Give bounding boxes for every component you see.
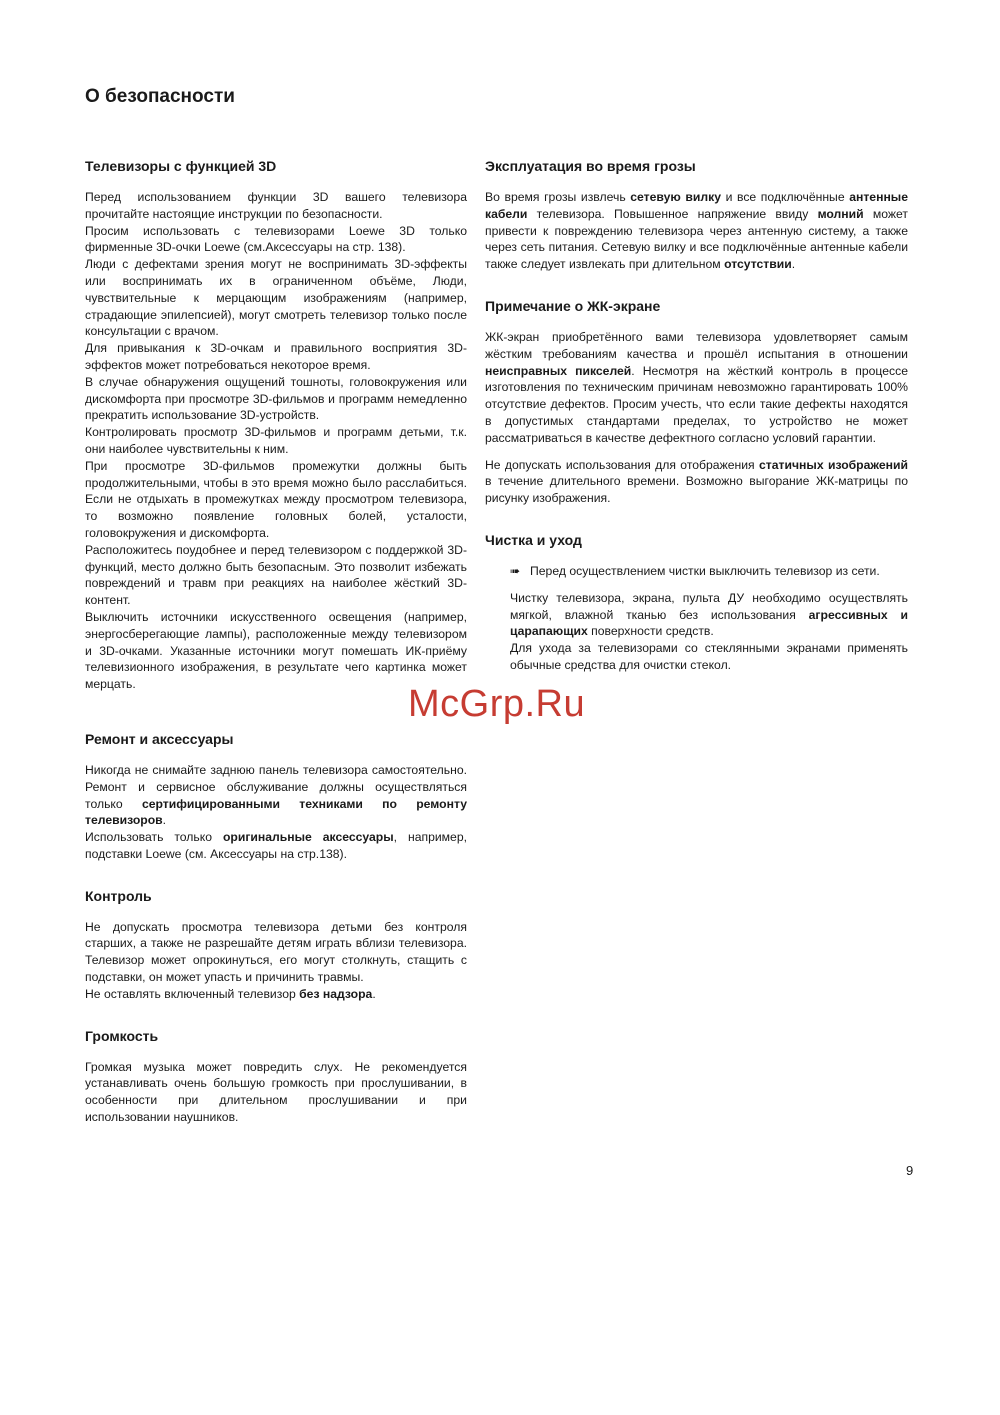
paragraph: Во время грозы извлечь сетевую вилку и все подключённые антенные кабели телевизора. Повышенное напряжение ввиду молний может привести к повреждению телевизора через антенную систему, а также через сеть питания. Сетевую вилку и все подключённые антенные кабели также следует извлекать при длительном отсутствии. (485, 190, 908, 272)
paragraph: Никогда не снимайте заднюю панель телевизора самостоятельно. Ремонт и сервисное обслуживание должны осуществляться только сертифицированными техниками по ремонту телевизоров. (85, 762, 467, 828)
paragraph: Для привыкания к 3D-очкам и правильного восприятия 3D-эффектов может потребоваться некоторое время. (85, 341, 467, 372)
paragraph: Расположитесь поудобнее и перед телевизором с поддержкой 3D-функций, место должно быть безопасным. Это позволит избежать повреждений и травм при реакциях на наиболее жёсткий 3D-контент. (85, 542, 467, 608)
right-column (485, 157, 908, 674)
paragraph: Не допускать использования для отображения статичных изображений в течение длительного времени. Возможно выгорание ЖК-матрицы по рисунку изображения. (485, 457, 908, 506)
section-title-control: Контроль (85, 887, 152, 904)
paragraph: Использовать только оригинальные аксессуары, например, подставки Loewe (см. Аксессуары на стр.138). (85, 830, 467, 861)
section-title-lcd: Примечание о ЖК-экране (485, 297, 661, 314)
paragraph: Перед использованием функции 3D вашего телевизора прочитайте настоящие инструкции по безопасности. (85, 190, 467, 221)
paragraph: Контролировать просмотр 3D-фильмов и программ детьми, т.к. они наиболее чувствительны к ним. (85, 425, 467, 456)
section-title-volume: Громкость (85, 1027, 159, 1044)
paragraph: Люди с дефектами зрения могут не воспринимать 3D-эффекты или воспринимать их в ограниченном объёме, Люди, чувствительные к мерцающим изображениям (например, страдающие эпилепсией), могут смотреть телевизор только после консультации с врачом. (85, 257, 467, 339)
left-column (85, 157, 467, 1126)
paragraph: Не допускать просмотра телевизора детьми без контроля старших, а также не разрешайте детям играть вблизи телевизора. Телевизор может опрокинуться, его могут столкнуть, стащить с подставки, он может упасть и причинить травмы. (85, 919, 467, 985)
section-title-3d: Телевизоры с функцией 3D (85, 158, 277, 174)
bold-text: неисправных пикселей (485, 363, 632, 378)
bold-text: молний (817, 206, 864, 221)
paragraph: ЖК-экран приобретённого вами телевизора удовлетворяет самым жёстким требованиям качества и прошёл испытания в отношении неисправных пикселей. Несмотря на жёсткий контроль в процессе изготовления по техническим причинам невозможно гарантировать 100% отсутствие дефектов. Просим учесть, что если такие дефекты находятся в допустимых стандартами пределах, то устройство не может рассматриваться в качестве дефектного согласно условий гарантии. (485, 329, 908, 445)
paragraph: В случае обнаружения ощущений тошноты, головокружения или дискомфорта при просмотре 3D-фильмов и программ немедленно прекратить использование 3D-устройств. (85, 374, 467, 423)
paragraph: Чистку телевизора, экрана, пульта ДУ необходимо осуществлять мягкой, влажной тканью без использования агрессивных и царапающих поверхности средств. (510, 590, 908, 639)
bold-text: сетевую вилку (630, 190, 721, 204)
page-title: О безопасности (85, 86, 235, 107)
arrow-icon: ➠ (510, 563, 521, 578)
bold-text: агрессивных и царапающих (510, 607, 908, 639)
paragraph: При просмотре 3D-фильмов промежутки должны быть продолжительными, чтобы в это время можно было расслабиться. Если не отдыхать в промежутках между просмотром телевизора, то возможно появление головных болей, усталости, головокружения и дискомфорта. (85, 458, 467, 540)
paragraph: Просим использовать с телевизорами Loewe 3D только фирменные 3D-очки Loewe (см.Аксессуары на стр. 138). (85, 223, 467, 255)
watermark: McGrp.Ru (408, 683, 586, 725)
paragraph: Громкая музыка может повредить слух. Не рекомендуется устанавливать очень большую громкость при прослушивании, в особенности при длительном прослушивании и при использовании наушников. (85, 1059, 467, 1125)
paragraph: ➠ Перед осуществлением чистки выключить телевизор из сети. (510, 563, 880, 578)
section-title-storm: Эксплуатация во время грозы (485, 158, 696, 174)
bold-text: сертифицированными техниками по ремонту телевизоров (85, 796, 467, 828)
page-number: 9 (906, 1163, 914, 1178)
bold-text: без надзора (299, 986, 373, 1001)
paragraph: Для ухода за телевизорами со стеклянными экранами применять обычные средства для очистки стекол. (510, 641, 908, 672)
paragraph: Не оставлять включенный телевизор без надзора. (85, 986, 376, 1001)
bold-text: антенные кабели (485, 190, 908, 221)
bold-text: статичных изображений (759, 457, 908, 472)
paragraph: Выключить источники искусственного освещения (например, энергосберегающие лампы), расположенные между телевизором и 3D-очками. Указанные источники могут помешать ИК-приёму телевизионного изображения, в результате чего картинка может мерцать. (85, 609, 467, 692)
section-title-repair: Ремонт и аксессуары (85, 730, 234, 747)
section-title-cleaning: Чистка и уход (485, 531, 582, 548)
bold-text: оригинальные аксессуары (222, 830, 394, 845)
bold-text: отсутствии (724, 257, 792, 272)
